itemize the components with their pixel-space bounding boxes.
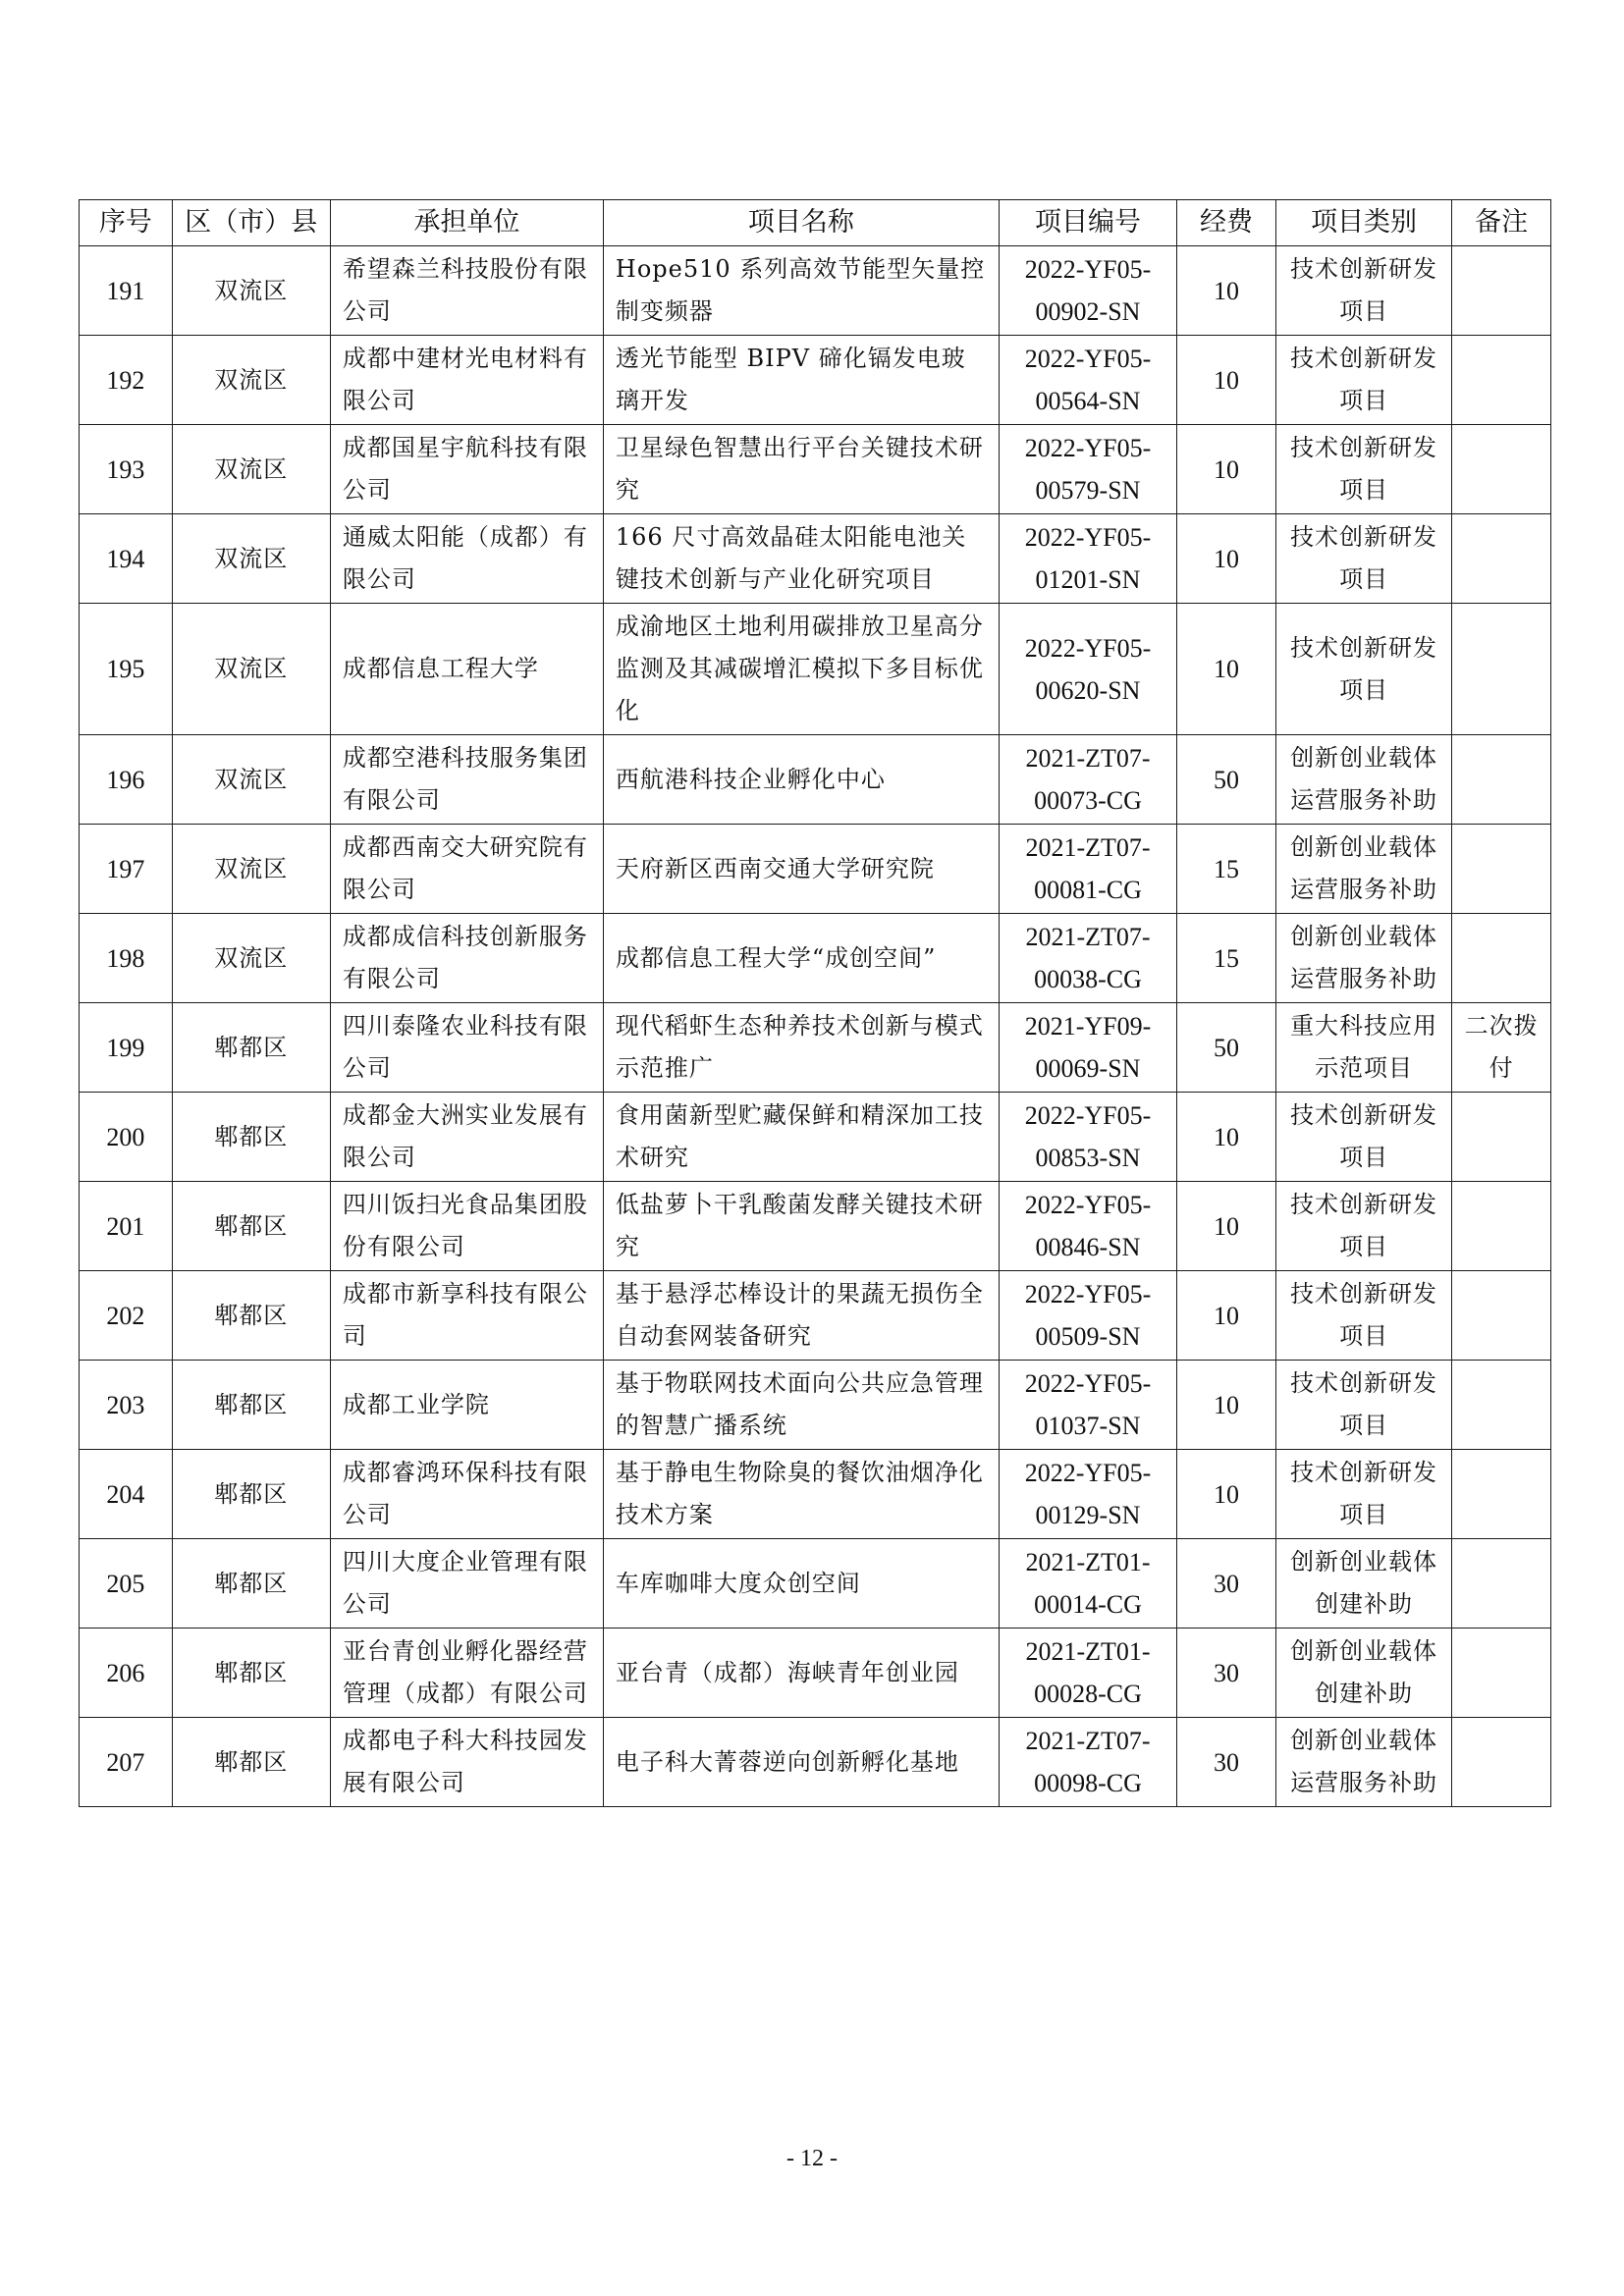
cell-category: 技术创新研发项目	[1275, 1361, 1451, 1450]
cell-project-code: 2021-ZT07- 00098-CG	[999, 1718, 1176, 1807]
cell-note	[1452, 1271, 1551, 1361]
cell-note	[1452, 1361, 1551, 1450]
cell-project-code: 2022-YF05- 00902-SN	[999, 246, 1176, 336]
header-note: 备注	[1452, 200, 1551, 246]
cell-funding: 10	[1177, 1361, 1276, 1450]
cell-project-code: 2021-ZT07- 00038-CG	[999, 914, 1176, 1003]
cell-project-code: 2021-ZT07- 00073-CG	[999, 735, 1176, 825]
table-row	[80, 1182, 1551, 1271]
cell-unit: 成都中建材光电材料有限公司	[330, 336, 603, 425]
table-row	[80, 1093, 1551, 1182]
cell-category: 技术创新研发项目	[1275, 1182, 1451, 1271]
cell-serial: 202	[80, 1271, 173, 1361]
cell-project-name: 卫星绿色智慧出行平台关键技术研究	[603, 425, 999, 514]
cell-category: 重大科技应用示范项目	[1275, 1003, 1451, 1093]
cell-category: 技术创新研发项目	[1275, 246, 1451, 336]
cell-funding: 10	[1177, 336, 1276, 425]
header-unit: 承担单位	[330, 200, 603, 246]
cell-note: 二次拨付	[1452, 1003, 1551, 1093]
cell-serial: 199	[80, 1003, 173, 1093]
cell-district: 郫都区	[172, 1003, 330, 1093]
table-row	[80, 246, 1551, 336]
header-district: 区（市）县	[172, 200, 330, 246]
table-header-row	[80, 200, 1551, 246]
cell-project-code: 2022-YF05- 01037-SN	[999, 1361, 1176, 1450]
cell-project-name: 食用菌新型贮藏保鲜和精深加工技术研究	[603, 1093, 999, 1182]
cell-funding: 10	[1177, 1182, 1276, 1271]
cell-district: 双流区	[172, 336, 330, 425]
table-row	[80, 914, 1551, 1003]
cell-unit: 成都电子科大科技园发展有限公司	[330, 1718, 603, 1807]
cell-serial: 191	[80, 246, 173, 336]
cell-category: 创新创业载体运营服务补助	[1275, 825, 1451, 914]
table-row	[80, 336, 1551, 425]
cell-project-name: 成都信息工程大学“成创空间”	[603, 914, 999, 1003]
cell-project-name: 亚台青（成都）海峡青年创业园	[603, 1629, 999, 1718]
cell-district: 郫都区	[172, 1093, 330, 1182]
cell-project-code: 2022-YF05- 00853-SN	[999, 1093, 1176, 1182]
cell-funding: 15	[1177, 825, 1276, 914]
table-row	[80, 825, 1551, 914]
cell-note	[1452, 1718, 1551, 1807]
cell-project-name: 成渝地区土地利用碳排放卫星高分监测及其减碳增汇模拟下多目标优化	[603, 604, 999, 735]
cell-funding: 10	[1177, 246, 1276, 336]
cell-district: 双流区	[172, 246, 330, 336]
cell-funding: 50	[1177, 1003, 1276, 1093]
cell-note	[1452, 514, 1551, 604]
table-row	[80, 604, 1551, 735]
cell-project-name: Hope510 系列高效节能型矢量控制变频器	[603, 246, 999, 336]
cell-category: 技术创新研发项目	[1275, 1450, 1451, 1539]
cell-category: 技术创新研发项目	[1275, 604, 1451, 735]
cell-category: 技术创新研发项目	[1275, 336, 1451, 425]
cell-district: 郫都区	[172, 1450, 330, 1539]
table-row	[80, 1539, 1551, 1629]
table-row	[80, 425, 1551, 514]
cell-serial: 207	[80, 1718, 173, 1807]
cell-note	[1452, 1093, 1551, 1182]
cell-unit: 成都金大洲实业发展有限公司	[330, 1093, 603, 1182]
cell-project-code: 2022-YF05- 00129-SN	[999, 1450, 1176, 1539]
cell-serial: 193	[80, 425, 173, 514]
cell-funding: 10	[1177, 1093, 1276, 1182]
table-row	[80, 735, 1551, 825]
cell-district: 双流区	[172, 514, 330, 604]
table-row	[80, 1271, 1551, 1361]
cell-note	[1452, 1629, 1551, 1718]
cell-unit: 通威太阳能（成都）有限公司	[330, 514, 603, 604]
cell-serial: 200	[80, 1093, 173, 1182]
cell-district: 双流区	[172, 825, 330, 914]
cell-serial: 204	[80, 1450, 173, 1539]
table-row	[80, 514, 1551, 604]
cell-unit: 四川大度企业管理有限公司	[330, 1539, 603, 1629]
cell-project-name: 西航港科技企业孵化中心	[603, 735, 999, 825]
cell-category: 创新创业载体运营服务补助	[1275, 914, 1451, 1003]
cell-unit: 四川饭扫光食品集团股份有限公司	[330, 1182, 603, 1271]
cell-category: 技术创新研发项目	[1275, 1093, 1451, 1182]
cell-funding: 10	[1177, 514, 1276, 604]
cell-funding: 30	[1177, 1629, 1276, 1718]
cell-note	[1452, 825, 1551, 914]
cell-note	[1452, 1450, 1551, 1539]
cell-project-name: 基于物联网技术面向公共应急管理的智慧广播系统	[603, 1361, 999, 1450]
cell-note	[1452, 1182, 1551, 1271]
cell-district: 郫都区	[172, 1182, 330, 1271]
cell-project-code: 2022-YF05- 00846-SN	[999, 1182, 1176, 1271]
table-row	[80, 1361, 1551, 1450]
cell-project-name: 低盐萝卜干乳酸菌发酵关键技术研究	[603, 1182, 999, 1271]
cell-category: 创新创业载体运营服务补助	[1275, 1718, 1451, 1807]
cell-funding: 15	[1177, 914, 1276, 1003]
cell-serial: 196	[80, 735, 173, 825]
cell-unit: 成都成信科技创新服务有限公司	[330, 914, 603, 1003]
cell-district: 郫都区	[172, 1629, 330, 1718]
cell-serial: 192	[80, 336, 173, 425]
cell-unit: 成都信息工程大学	[330, 604, 603, 735]
cell-district: 郫都区	[172, 1361, 330, 1450]
header-funding: 经费	[1177, 200, 1276, 246]
header-project-code: 项目编号	[999, 200, 1176, 246]
cell-note	[1452, 1539, 1551, 1629]
cell-project-name: 车库咖啡大度众创空间	[603, 1539, 999, 1629]
cell-funding: 10	[1177, 1450, 1276, 1539]
cell-district: 双流区	[172, 425, 330, 514]
cell-project-code: 2022-YF05- 00509-SN	[999, 1271, 1176, 1361]
cell-project-code: 2022-YF05- 00564-SN	[999, 336, 1176, 425]
cell-funding: 50	[1177, 735, 1276, 825]
cell-funding: 30	[1177, 1718, 1276, 1807]
cell-funding: 10	[1177, 425, 1276, 514]
cell-district: 郫都区	[172, 1718, 330, 1807]
cell-note	[1452, 336, 1551, 425]
cell-unit: 成都市新享科技有限公司	[330, 1271, 603, 1361]
cell-funding: 10	[1177, 1271, 1276, 1361]
cell-unit: 成都睿鸿环保科技有限公司	[330, 1450, 603, 1539]
cell-project-code: 2021-YF09- 00069-SN	[999, 1003, 1176, 1093]
cell-project-name: 基于悬浮芯棒设计的果蔬无损伤全自动套网装备研究	[603, 1271, 999, 1361]
cell-note	[1452, 914, 1551, 1003]
cell-category: 技术创新研发项目	[1275, 1271, 1451, 1361]
table-row	[80, 1629, 1551, 1718]
cell-serial: 205	[80, 1539, 173, 1629]
cell-project-name: 基于静电生物除臭的餐饮油烟净化技术方案	[603, 1450, 999, 1539]
cell-category: 技术创新研发项目	[1275, 425, 1451, 514]
cell-funding: 10	[1177, 604, 1276, 735]
cell-serial: 206	[80, 1629, 173, 1718]
cell-funding: 30	[1177, 1539, 1276, 1629]
table-body	[80, 246, 1551, 1807]
cell-unit: 希望森兰科技股份有限公司	[330, 246, 603, 336]
table-row	[80, 1450, 1551, 1539]
cell-note	[1452, 735, 1551, 825]
project-funding-table	[79, 199, 1551, 1807]
cell-unit: 成都西南交大研究院有限公司	[330, 825, 603, 914]
cell-district: 双流区	[172, 914, 330, 1003]
cell-category: 创新创业载体创建补助	[1275, 1539, 1451, 1629]
cell-project-code: 2022-YF05- 00579-SN	[999, 425, 1176, 514]
cell-note	[1452, 604, 1551, 735]
cell-serial: 201	[80, 1182, 173, 1271]
table-row	[80, 1718, 1551, 1807]
cell-project-name: 现代稻虾生态种养技术创新与模式示范推广	[603, 1003, 999, 1093]
cell-serial: 195	[80, 604, 173, 735]
cell-project-name: 透光节能型 BIPV 碲化镉发电玻璃开发	[603, 336, 999, 425]
cell-project-name: 166 尺寸高效晶硅太阳能电池关键技术创新与产业化研究项目	[603, 514, 999, 604]
cell-serial: 194	[80, 514, 173, 604]
cell-project-code: 2021-ZT01- 00014-CG	[999, 1539, 1176, 1629]
cell-project-code: 2022-YF05- 00620-SN	[999, 604, 1176, 735]
cell-project-name: 电子科大菁蓉逆向创新孵化基地	[603, 1718, 999, 1807]
cell-unit: 亚台青创业孵化器经营管理（成都）有限公司	[330, 1629, 603, 1718]
table-row	[80, 1003, 1551, 1093]
page-number: - 12 -	[786, 2146, 838, 2171]
header-category: 项目类别	[1275, 200, 1451, 246]
cell-project-name: 天府新区西南交通大学研究院	[603, 825, 999, 914]
cell-district: 双流区	[172, 735, 330, 825]
cell-category: 创新创业载体运营服务补助	[1275, 735, 1451, 825]
cell-unit: 四川泰隆农业科技有限公司	[330, 1003, 603, 1093]
cell-district: 郫都区	[172, 1271, 330, 1361]
cell-category: 创新创业载体创建补助	[1275, 1629, 1451, 1718]
cell-serial: 197	[80, 825, 173, 914]
cell-project-code: 2022-YF05- 01201-SN	[999, 514, 1176, 604]
cell-note	[1452, 246, 1551, 336]
header-serial: 序号	[80, 200, 173, 246]
cell-unit: 成都国星宇航科技有限公司	[330, 425, 603, 514]
cell-project-code: 2021-ZT07- 00081-CG	[999, 825, 1176, 914]
cell-category: 技术创新研发项目	[1275, 514, 1451, 604]
cell-district: 郫都区	[172, 1539, 330, 1629]
cell-serial: 203	[80, 1361, 173, 1450]
cell-project-code: 2021-ZT01- 00028-CG	[999, 1629, 1176, 1718]
cell-note	[1452, 425, 1551, 514]
cell-district: 双流区	[172, 604, 330, 735]
header-project-name: 项目名称	[603, 200, 999, 246]
cell-serial: 198	[80, 914, 173, 1003]
cell-unit: 成都工业学院	[330, 1361, 603, 1450]
cell-unit: 成都空港科技服务集团有限公司	[330, 735, 603, 825]
